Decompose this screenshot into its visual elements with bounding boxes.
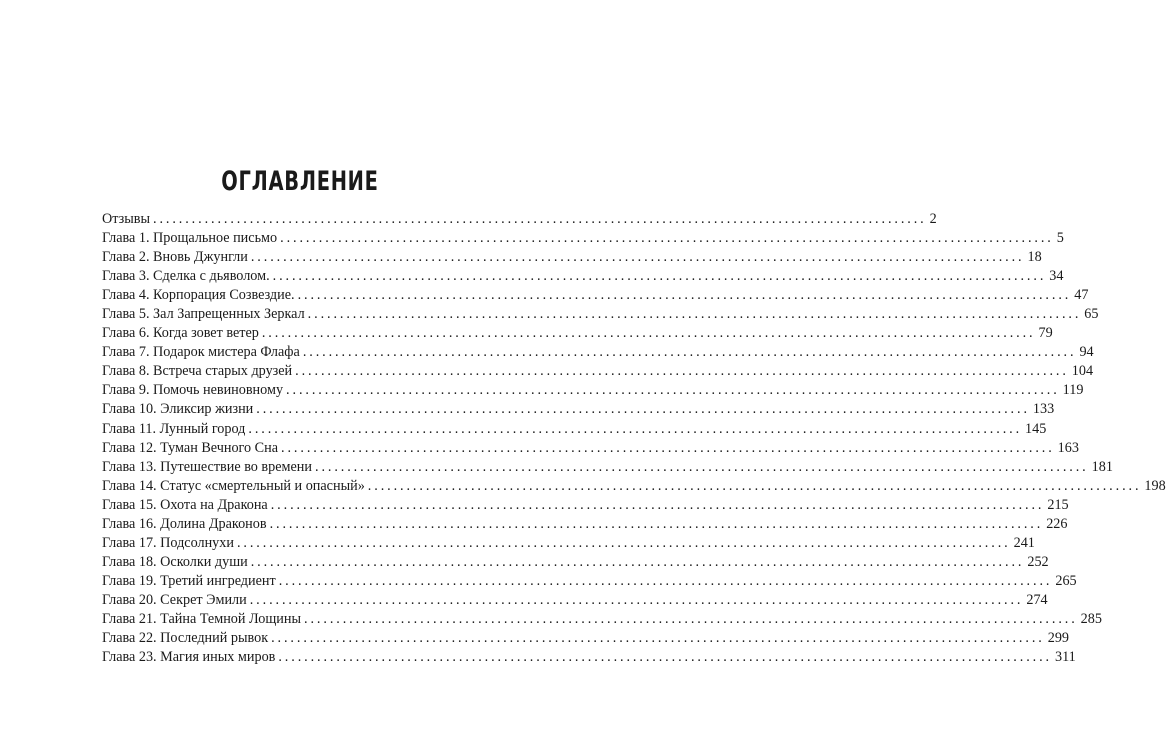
toc-entry-label: Глава 5. Зал Запрещенных Зеркал xyxy=(102,306,305,323)
toc-entry-page-number: 65 xyxy=(1084,306,1099,323)
toc-entry xyxy=(102,572,1077,591)
dot-leader: ........................................................................................................................ xyxy=(281,439,1055,456)
toc-entry-page-number: 5 xyxy=(1056,230,1064,247)
dot-leader: ........................................................................................................................ xyxy=(280,230,1054,247)
toc-entry xyxy=(102,305,1099,324)
toc-entry xyxy=(102,286,1089,305)
dot-leader: ........................................................................................................................ xyxy=(269,515,1044,532)
toc-entry-label: Глава 6. Когда зовет ветер xyxy=(102,325,259,342)
toc-entry-label: Глава 22. Последний рывок xyxy=(102,630,269,647)
toc-entry-page-number: 133 xyxy=(1032,401,1055,418)
toc-entry-label: Глава 15. Охота на Дракона xyxy=(102,496,268,513)
dot-leader: ........................................................................................................................ xyxy=(250,553,1025,570)
toc-entry-page-number: 285 xyxy=(1080,610,1102,627)
toc-entry xyxy=(102,515,1068,534)
toc-entry-page-number: 47 xyxy=(1074,287,1089,304)
toc-entry-label: Глава 16. Долина Драконов xyxy=(102,515,267,532)
dot-leader: ........................................................................................................................ xyxy=(297,287,1072,304)
toc-entry-page-number: 79 xyxy=(1038,325,1053,342)
toc-entry xyxy=(102,534,1035,553)
toc-entry xyxy=(102,362,1094,381)
dot-leader: ........................................................................................................................ xyxy=(271,630,1045,647)
dot-leader: ........................................................................................................................ xyxy=(272,268,1047,285)
toc-entry-label: Глава 8. Встреча старых друзей xyxy=(102,363,293,380)
toc-entry-label: Глава 12. Туман Вечного Сна xyxy=(102,439,279,456)
toc-entry-label: Глава 17. Подсолнухи xyxy=(102,534,234,551)
toc-entry-label: Глава 4. Корпорация Созвездие. xyxy=(102,287,295,304)
toc-entry xyxy=(102,496,1069,515)
toc-entry-page-number: 104 xyxy=(1071,363,1094,380)
dot-leader: ........................................................................................................................ xyxy=(248,420,1023,437)
toc-entry-page-number: 274 xyxy=(1026,591,1048,608)
toc-entry-page-number: 252 xyxy=(1027,553,1049,570)
dot-leader: ........................................................................................................................ xyxy=(250,249,1025,266)
toc-entry-label: Глава 1. Прощальное письмо xyxy=(102,230,278,247)
toc-entry xyxy=(102,553,1049,572)
dot-leader: ........................................................................................................................ xyxy=(295,363,1069,380)
toc-entry xyxy=(102,477,1166,496)
dot-leader: ........................................................................................................................ xyxy=(302,344,1077,361)
toc-entry xyxy=(102,648,1076,667)
toc-entry-label: Глава 23. Магия иных миров xyxy=(102,649,276,666)
toc-entry-page-number: 163 xyxy=(1057,439,1079,456)
toc-entry-page-number: 198 xyxy=(1144,477,1166,494)
toc-entry-page-number: 2 xyxy=(929,211,937,227)
toc-entry-page-number: 299 xyxy=(1047,630,1069,647)
dot-leader: ........................................................................................................................ xyxy=(249,591,1024,608)
toc-entry-label: Глава 11. Лунный город xyxy=(102,420,246,437)
dot-leader: ........................................................................................................................ xyxy=(367,477,1142,494)
toc-entry-label: Отзывы xyxy=(102,211,150,227)
toc-entry-page-number: 311 xyxy=(1054,649,1076,666)
toc-entry-label: Глава 18. Осколки души xyxy=(102,553,248,570)
dot-leader: ........................................................................................................................ xyxy=(236,534,1011,551)
toc-entry-label: Глава 13. Путешествие во времени xyxy=(102,458,312,475)
toc-entry-page-number: 241 xyxy=(1013,534,1035,551)
toc-entry xyxy=(102,210,937,229)
toc-entry-page-number: 265 xyxy=(1055,572,1077,589)
toc-entry xyxy=(102,610,1102,629)
toc-entry-page-number: 226 xyxy=(1046,515,1068,532)
toc-entry-label: Глава 3. Сделка с дьяволом. xyxy=(102,268,270,285)
toc-entry-page-number: 119 xyxy=(1062,382,1084,399)
toc-entry-page-number: 34 xyxy=(1049,268,1064,285)
toc-entry xyxy=(102,439,1079,458)
toc-entry xyxy=(102,248,1042,267)
toc-entry-page-number: 145 xyxy=(1025,420,1047,437)
toc-entry-label: Глава 10. Эликсир жизни xyxy=(102,401,254,418)
dot-leader: ........................................................................................................................ xyxy=(278,649,1052,666)
dot-leader: ........................................................................................................................ xyxy=(307,306,1082,323)
toc-entry xyxy=(102,324,1053,343)
toc-entry-label: Глава 2. Вновь Джунгли xyxy=(102,249,248,266)
toc-entry xyxy=(102,267,1064,286)
toc-entry-label: Глава 7. Подарок мистера Флафа xyxy=(102,344,300,361)
dot-leader: ........................................................................................................................ xyxy=(261,325,1036,342)
toc-entry-page-number: 181 xyxy=(1091,458,1113,475)
toc-entry xyxy=(102,400,1055,419)
toc-entry xyxy=(102,381,1084,400)
toc-entry xyxy=(102,420,1047,439)
toc-entry-label: Глава 21. Тайна Темной Лощины xyxy=(102,610,302,627)
toc-entry-page-number: 18 xyxy=(1027,249,1042,266)
dot-leader: ........................................................................................................................ xyxy=(304,610,1078,627)
toc-entry-label: Глава 19. Третий ингредиент xyxy=(102,572,276,589)
toc-title: ОГЛАВЛЕНИЕ xyxy=(221,166,379,197)
dot-leader: ........................................................................................................................ xyxy=(256,401,1030,418)
dot-leader: ........................................................................................................................ xyxy=(270,496,1045,513)
toc-entry xyxy=(102,629,1069,648)
toc-entry-label: Глава 20. Секрет Эмили xyxy=(102,591,247,608)
table-of-contents xyxy=(102,210,1166,667)
toc-entry xyxy=(102,229,1064,248)
toc-entry xyxy=(102,343,1094,362)
toc-entry xyxy=(102,458,1113,477)
toc-entry-label: Глава 14. Статус «смертельный и опасный» xyxy=(102,477,365,494)
dot-leader: ........................................................................................................................ xyxy=(315,458,1089,475)
dot-leader: ........................................................................................................................ xyxy=(153,211,927,227)
dot-leader: ........................................................................................................................ xyxy=(286,382,1060,399)
dot-leader: ........................................................................................................................ xyxy=(278,572,1053,589)
toc-entry-page-number: 215 xyxy=(1047,496,1069,513)
toc-entry-page-number: 94 xyxy=(1079,344,1094,361)
toc-entry-label: Глава 9. Помочь невиновному xyxy=(102,382,284,399)
toc-entry xyxy=(102,591,1048,610)
